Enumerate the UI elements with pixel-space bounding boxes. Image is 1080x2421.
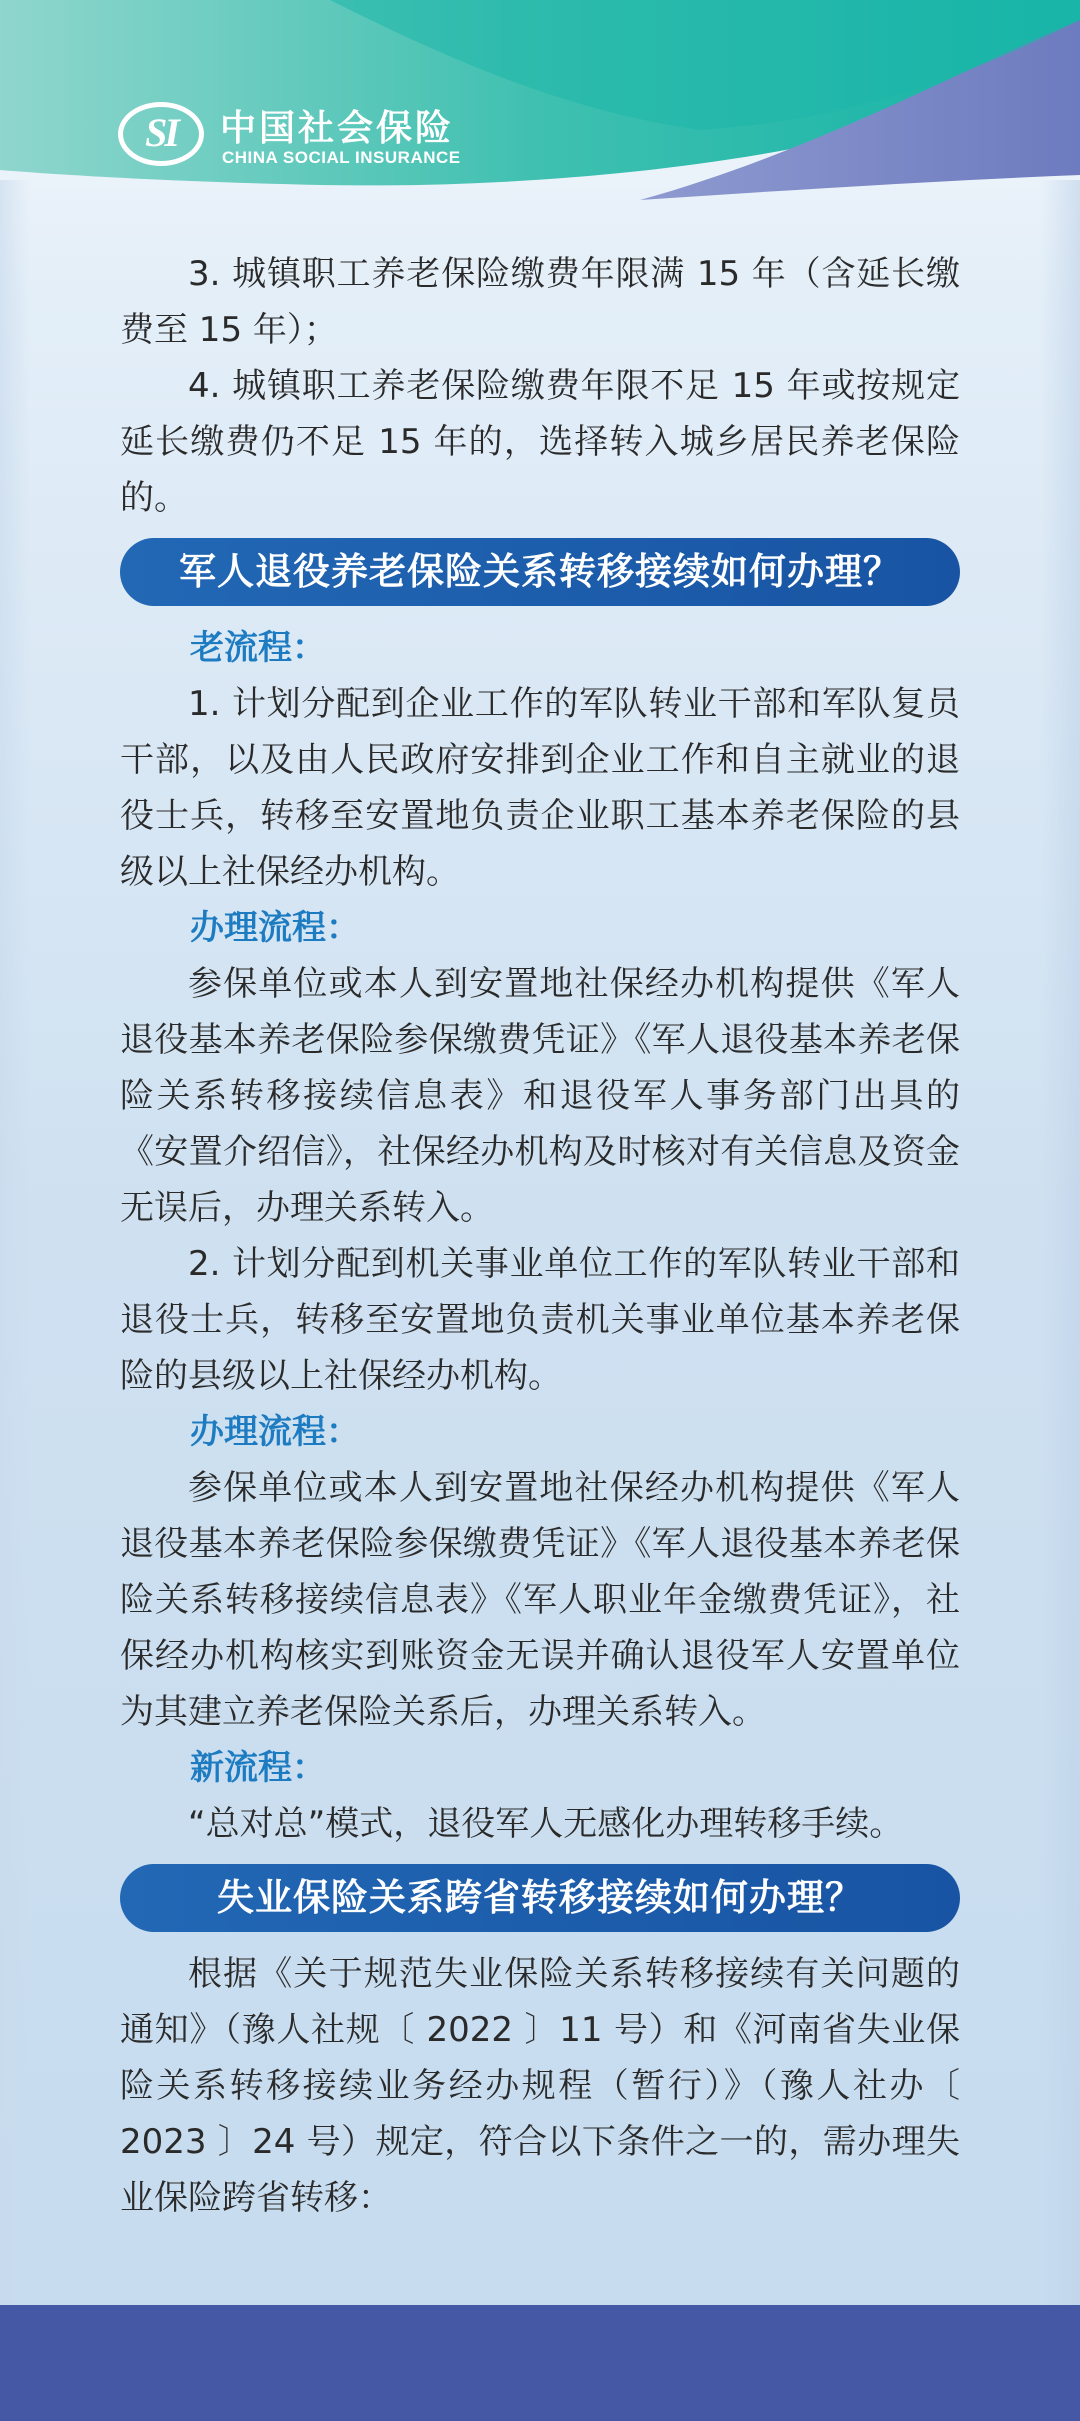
logo-chinese-text: 中国社会保险 xyxy=(220,108,455,149)
unemployment-body-text: 根据《关于规范失业保险关系转移接续有关问题的通知》（豫人社规〔 2022 〕11 号）和《河南省失业保险关系转移接续业务经办规程（暂行）》（豫人社办〔 2023 〕24 号）规定，符合以下条件之一的，需办理失业保险跨省转移： xyxy=(120,1954,960,2218)
procedure-text-1: 参保单位或本人到安置地社保经办机构提供《军人退役基本养老保险参保缴费凭证》《军人退役基本养老保险关系转移接续信息表》和退役军人事务部门出具的《安置介绍信》，社保经办机构及时核对有关信息及资金无误后，办理关系转入。 xyxy=(120,964,960,1228)
china-social-insurance-logo xyxy=(118,98,498,178)
right-edge-shade xyxy=(1040,180,1080,2310)
old-process-label: 老流程： xyxy=(190,628,326,668)
section-title-military-pension: 军人退役养老保险关系转移接续如何办理？ xyxy=(120,538,960,606)
intro-item-3: 3. 城镇职工养老保险缴费年限满 15 年（含延长缴费至 15 年）； xyxy=(120,254,960,350)
main-content xyxy=(120,246,960,2226)
left-edge-shade xyxy=(0,180,30,2310)
intro-item-4: 4. 城镇职工养老保险缴费年限不足 15 年或按规定延长缴费仍不足 15 年的，选择转入城乡居民养老保险的。 xyxy=(120,366,960,518)
new-process-text: “总对总”模式，退役军人无感化办理转移手续。 xyxy=(188,1804,904,1844)
old-process-item-1: 1. 计划分配到企业工作的军队转业干部和军队复员干部，以及由人民政府安排到企业工作和自主就业的退役士兵，转移至安置地负责企业职工基本养老保险的县级以上社保经办机构。 xyxy=(120,684,960,892)
procedure-label-2: 办理流程： xyxy=(190,1412,360,1452)
new-process-label: 新流程： xyxy=(190,1748,326,1788)
footer-band xyxy=(0,2305,1080,2421)
section-title-unemployment-transfer: 失业保险关系跨省转移接续如何办理？ xyxy=(120,1864,960,1932)
logo-english-text: CHINA SOCIAL INSURANCE xyxy=(222,148,461,167)
procedure-label-1: 办理流程： xyxy=(190,908,360,948)
procedure-text-2: 参保单位或本人到安置地社保经办机构提供《军人退役基本养老保险参保缴费凭证》《军人退役基本养老保险关系转移接续信息表》《军人职业年金缴费凭证》，社保经办机构核实到账资金无误并确认退役军人安置单位为其建立养老保险关系后，办理关系转入。 xyxy=(120,1468,960,1732)
old-process-item-2: 2. 计划分配到机关事业单位工作的军队转业干部和退役士兵，转移至安置地负责机关事业单位基本养老保险的县级以上社保经办机构。 xyxy=(120,1244,960,1396)
si-logo-icon: SI xyxy=(118,102,204,166)
